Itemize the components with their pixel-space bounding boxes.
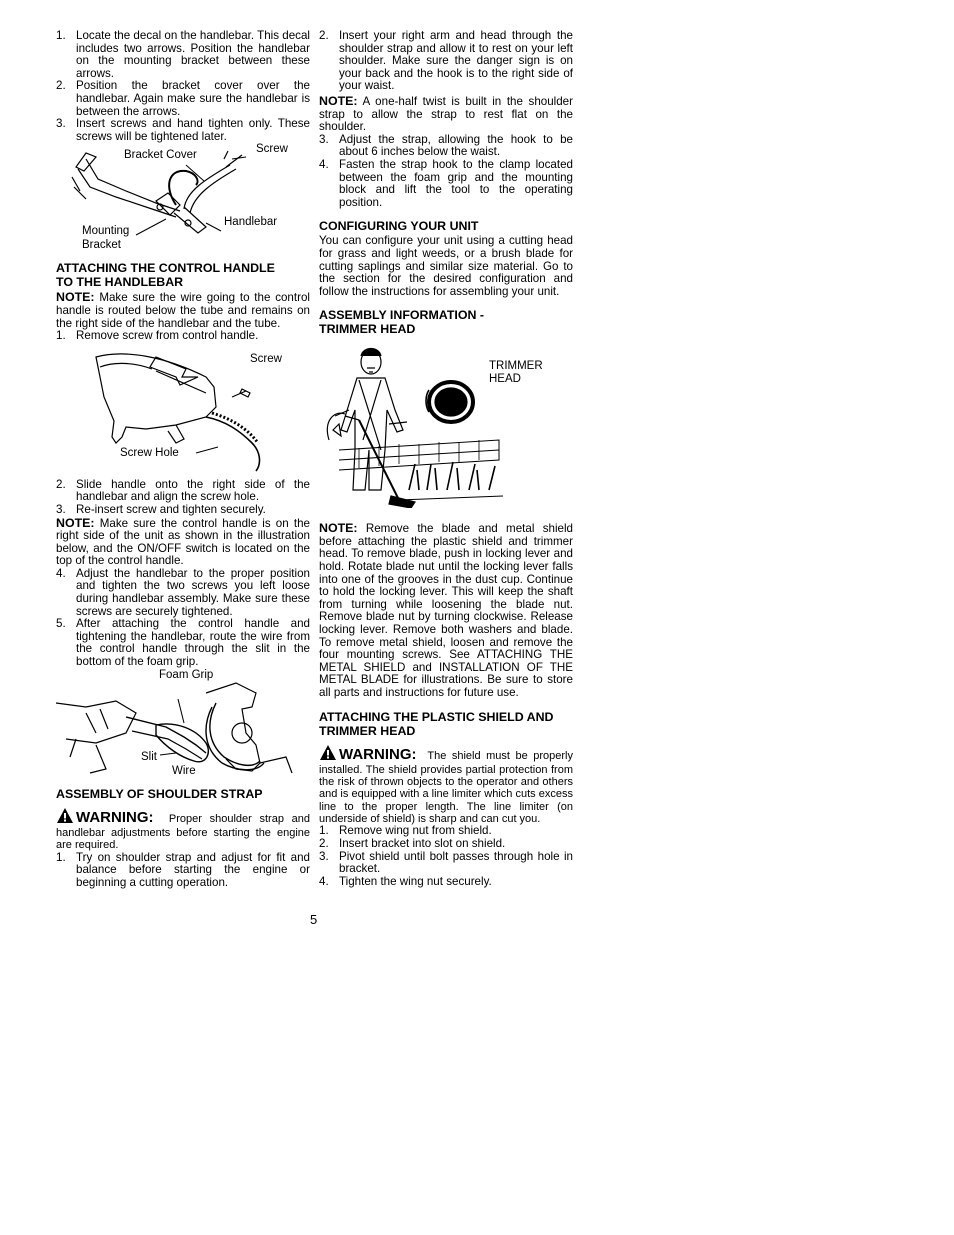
handlebar-bracket-illustration [56, 143, 310, 255]
control-handle-drawing [56, 347, 310, 475]
list-item: 1. Remove screw from control handle. [56, 329, 259, 343]
plastic-shield-heading: ATTACHING THE PLASTIC SHIELD AND TRIMMER HEAD [319, 709, 554, 738]
list-item: 2. Position the bracket cover over the handlebar. Again make sure the handlebar is between the arrows. [56, 79, 310, 118]
foam-grip-illustration [56, 668, 310, 783]
configure-text: You can configure your unit using a cutting head for grass and light weeds, or a brush blade for cutting saplings and similar size material. Go to the section for the desired configuration and follow the instructions for assembling your unit. [319, 234, 573, 298]
screw-hole-label: Screw Hole [120, 446, 179, 459]
handlebar-label: Handlebar [224, 216, 278, 229]
screw-label: Screw [250, 352, 282, 365]
bracket-cover-label: Bracket Cover [124, 149, 197, 162]
blade-note: NOTE: Remove the blade and metal shield before attaching the plastic shield and trimmer head. To remove blade, push in locking lever and hold. Rotate blade nut until the locking lever falls into one of the grooves in the dust cup. Continue to hold the locking lever. This will keep the shaft from turning while loosening the blade nut. Remove blade nut by turning clockwise. Release locking lever. Remove both washers and blade. To remove metal shield, loosen and remove the four mounting screws. See ATTACHING THE METAL SHIELD and INSTALLATION OF THE METAL BLADE for illustrations. Be sure to store all parts and instructions for future use. [319, 521, 573, 699]
strap-steps-a [319, 30, 573, 93]
warning-icon [56, 807, 74, 827]
warning-icon [319, 744, 337, 764]
slit-label: Slit [141, 750, 157, 763]
list-item: 4. Adjust the handlebar to the proper position and tighten the two screws you left loose during handlebar assembly. Make sure these screws are securely tightened. [56, 566, 310, 618]
strap-warning: WARNING: Proper shoulder strap and handlebar adjustments before starting the engine are required. [56, 808, 310, 852]
list-item: 1. Locate the decal on the handlebar. This decal includes two arrows. Position the handlebar on the mounting bracket between these arrows. [56, 29, 310, 80]
wire-label: Wire [172, 764, 196, 777]
control-steps-c [56, 568, 310, 669]
control-handle-heading: ATTACHING THE CONTROL HANDLE TO THE HANDLEBAR [56, 261, 275, 290]
control-note-2: NOTE: Make sure the control handle is on the right side of the unit as shown in the illustration below, and the ON/OFF switch is located on the top of the control handle. [56, 515, 310, 568]
assembly-trimmer-heading: ASSEMBLY INFORMATION - TRIMMER HEAD [319, 308, 484, 337]
control-steps-a [56, 330, 310, 343]
list-item: 3. Pivot shield until bolt passes through hole in bracket. [319, 849, 573, 876]
operator-illustration [319, 340, 573, 508]
shield-steps [319, 825, 573, 888]
list-item: 3. Adjust the strap, allowing the hook to be about 6 inches below the waist. [319, 132, 573, 159]
list-item: 3. Re-insert screw and tighten securely. [56, 502, 266, 516]
list-item: 5. After attaching the control handle and tightening the handlebar, route the wire from the control handle through the slit in the bottom of the foam grip. [56, 617, 310, 669]
right-column [319, 30, 573, 888]
list-item: 3. Insert screws and hand tighten only. These screws will be tightened later. [56, 117, 310, 143]
strap-steps [56, 852, 310, 890]
list-item: 1. Remove wing nut from shield. [319, 824, 492, 838]
list-item: 4. Fasten the strap hook to the clamp located between the foam grip and the mounting block and lift the tool to the operating position. [319, 157, 573, 209]
control-note: NOTE: Make sure the wire going to the control handle is routed below the tube and remains on the right side of the handlebar and the tube. [56, 290, 310, 330]
shield-warning: WARNING: The shield must be properly installed. The shield provides partial protection from the risk of thrown objects to the operator and others and is equipped with a line limiter which cuts excess line to the proper length. The line limiter (on underside of shield) is sharp and can cut you. [319, 745, 574, 826]
screw-label: Screw [256, 143, 288, 156]
list-item: 1. Try on shoulder strap and adjust for fit and balance before starting the engine or beginning a cutting operation. [56, 850, 310, 889]
list-item: 2. Slide handle onto the right side of the handlebar and align the screw hole. [56, 477, 310, 504]
list-item: 2. Insert bracket into slot on shield. [319, 836, 506, 850]
shoulder-strap-heading: ASSEMBLY OF SHOULDER STRAP [56, 786, 263, 801]
mounting-bracket-label: Mounting Bracket [82, 225, 130, 252]
foam-grip-label: Foam Grip [159, 668, 214, 681]
list-item: 2. Insert your right arm and head through the shoulder strap and allow it to rest on your left shoulder. Make sure the danger sign is on your back and the hook is to the right side of your waist. [319, 29, 573, 93]
control-handle-illustration [56, 347, 310, 475]
page-number: 5 [310, 912, 318, 927]
left-column [56, 30, 310, 889]
control-steps-b [56, 479, 310, 517]
configure-heading: CONFIGURING YOUR UNIT [319, 219, 479, 234]
list-item: 4. Tighten the wing nut securely. [319, 874, 492, 888]
strap-steps-b [319, 134, 573, 210]
trimmer-head-label: TRIMMER HEAD [489, 360, 543, 386]
handlebar-steps [56, 30, 310, 143]
twist-note: NOTE: A one-half twist is built in the shoulder strap to allow the strap to rest flat on the shoulder. [319, 93, 573, 134]
